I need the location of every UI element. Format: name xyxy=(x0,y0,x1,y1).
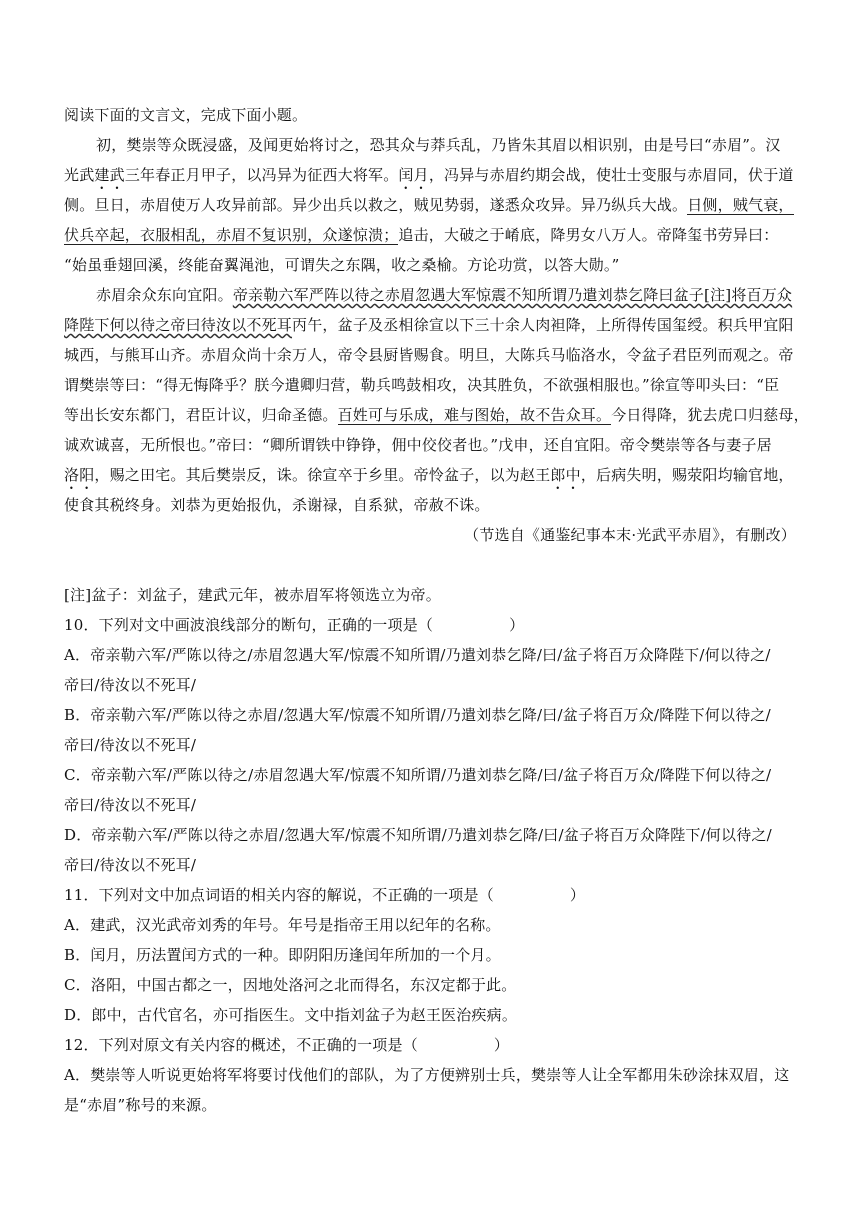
dotted-term-langzhong: 郎中 xyxy=(550,466,581,484)
text-segment: 等出长安东都门，君臣计议，归命圣德。 xyxy=(64,406,338,424)
passage-line xyxy=(64,310,796,340)
text-segment: 三年春正月甲子，以冯异为征西大将军。 xyxy=(124,166,399,184)
question-12 xyxy=(64,1030,796,1120)
option-c[interactable]: C．帝亲勒六军/严陈以待之/赤眉忽遇大军/惊震不知所谓/乃遣刘恭乞降/曰/盆子将百万众/降陛下何以待之/ xyxy=(64,766,772,784)
wavy-underlined-text: 降陛下何以待之帝曰待汝以不死耳 xyxy=(64,316,293,334)
text-segment: 丙午，盆子及丞相徐宣以下三十余人肉袒降，上所得传国玺绶。积兵甲宜阳 xyxy=(292,316,794,334)
passage-paragraph-1 xyxy=(64,130,796,280)
passage-line xyxy=(64,190,796,220)
dotted-term-runyue: 闰月 xyxy=(398,166,429,184)
passage-line xyxy=(64,430,796,460)
option-d-continued: 帝曰/待汝以不死耳/ xyxy=(64,856,197,874)
option-b[interactable]: B．帝亲勒六军/严陈以待之赤眉/忽遇大军/惊震不知所谓/乃遣刘恭乞降/曰/盆子将百万众/降陛下何以待之/ xyxy=(64,706,771,724)
passage-line xyxy=(64,370,796,400)
underlined-sentence: 伏兵卒起，衣服相乱，赤眉不复识别，众遂惊溃； xyxy=(64,226,399,244)
text-segment: 今日得降，犹去虎口归慈母， xyxy=(611,406,809,424)
text-segment: “始虽垂翅回溪，终能奋翼渑池，可谓失之东隅，收之桑榆。方论功赏，以答大勋。” xyxy=(64,256,620,274)
option-c-continued: 帝曰/待汝以不死耳/ xyxy=(64,796,197,814)
option-a[interactable]: A．樊崇等人听说更始将军将要讨伐他们的部队，为了方便辨别士兵，樊崇等人让全军都用朱砂涂抹双眉，这 xyxy=(64,1066,790,1084)
passage-line xyxy=(64,460,796,490)
option-a[interactable]: A．建武，汉光武帝刘秀的年号。年号是指帝王用以纪年的名称。 xyxy=(64,916,501,934)
text-segment: 追击，大破之于崤底，降男女八万人。帝降玺书劳异曰： xyxy=(398,226,779,244)
exam-page xyxy=(64,100,809,1120)
passage-paragraph-2 xyxy=(64,280,809,520)
text-segment: 赤眉余众东向宜阳。 xyxy=(96,286,233,304)
passage-line xyxy=(64,250,796,280)
option-a-continued: 帝曰/待汝以不死耳/ xyxy=(64,676,197,694)
footnote: [注]盆子：刘盆子，建武元年，被赤眉军将领选立为帝。 xyxy=(64,586,441,604)
text-segment: 侧。旦日，赤眉使万人攻异前部。异少出兵以救之，贼见势弱，遂悉众攻异。异乃纵兵大战。 xyxy=(64,196,688,214)
option-c[interactable]: C．洛阳，中国古都之一，因地处洛河之北而得名，东汉定都于此。 xyxy=(64,976,517,994)
text-segment: 初，樊崇等众既浸盛，及闻更始将讨之，恐其众与莽兵乱，乃皆朱其眉以相识别，由是号曰“赤眉”。汉 xyxy=(96,136,781,154)
source-citation: （节选自《通鉴纪事本末·光武平赤眉》，有删改） xyxy=(464,526,796,544)
spacer xyxy=(64,550,796,580)
option-a-continued: 是“赤眉”称号的来源。 xyxy=(64,1096,217,1114)
text-segment: 谓樊崇等曰：“得无悔降乎？朕今遣卿归营，勒兵鸣鼓相攻，决其胜负，不欲强相服也。”徐宣等叩头曰：“臣 xyxy=(64,376,780,394)
underlined-sentence: 百姓可与乐成，难与图始，故不告众耳。 xyxy=(337,406,612,424)
wavy-underlined-text: 帝亲勒六军严阵以待之赤眉忽遇大军惊震不知所谓乃遣刘恭乞降曰盆子[注]将百万众 xyxy=(232,286,793,304)
option-b-continued: 帝曰/待汝以不死耳/ xyxy=(64,736,197,754)
text-segment: 城西，与熊耳山齐。赤眉众尚十余万人，帝令县厨皆赐食。明旦，大陈兵马临洛水，令盆子君臣列而观之。帝 xyxy=(64,346,794,364)
text-segment: 光武 xyxy=(64,166,95,184)
option-d[interactable]: D．帝亲勒六军/严陈以待之赤眉/忽遇大军/惊震不知所谓/乃遣刘恭乞降/曰/盆子将百万众降陛下/何以待之/ xyxy=(64,826,772,844)
passage-line xyxy=(64,220,796,250)
question-stem: 10．下列对文中画波浪线部分的断句，正确的一项是（ ） xyxy=(64,616,525,634)
text-segment: ，冯异与赤眉约期会战，使壮士变服与赤眉同，伏于道 xyxy=(428,166,794,184)
underlined-sentence: 日侧，贼气衰， xyxy=(687,196,794,214)
option-b[interactable]: B．闰月，历法置闰方式的一种。即阴阳历逢闰年所加的一个月。 xyxy=(64,946,501,964)
dotted-term-luoyang: 洛阳 xyxy=(64,466,95,484)
option-a[interactable]: A．帝亲勒六军/严陈以待之/赤眉忽遇大军/惊震不知所谓/乃遣刘恭乞降/曰/盆子将百万众降陛下/何以待之/ xyxy=(64,646,771,664)
question-10 xyxy=(64,610,796,880)
passage-line xyxy=(64,160,796,190)
instruction: 阅读下面的文言文，完成下面小题。 xyxy=(64,106,308,124)
passage-line xyxy=(64,280,796,310)
passage-line xyxy=(64,130,796,160)
text-segment: 使食其税终身。刘恭为更始报仇，杀谢禄，自系狱，帝赦不诛。 xyxy=(64,496,490,514)
dotted-term-jianwu: 建武 xyxy=(94,166,125,184)
question-11 xyxy=(64,880,796,1030)
passage-line xyxy=(64,490,796,520)
question-stem: 11．下列对文中加点词语的相关内容的解说，不正确的一项是（ ） xyxy=(64,886,586,904)
text-segment: 诚欢诚喜，无所恨也。”帝曰：“卿所谓铁中铮铮，佣中佼佼者也。”戊申，还自宜阳。帝令樊崇等各与妻子居 xyxy=(64,436,772,454)
text-segment: ，后病失明，赐荥阳均输官地， xyxy=(580,466,794,484)
question-stem: 12．下列对原文有关内容的概述，不正确的一项是（ ） xyxy=(64,1036,510,1054)
passage-line xyxy=(64,340,796,370)
text-segment: ，赐之田宅。其后樊崇反，诛。徐宣卒于乡里。帝怜盆子，以为赵王 xyxy=(94,466,551,484)
passage-line xyxy=(64,400,809,430)
option-d[interactable]: D．郎中，古代官名，亦可指医生。文中指刘盆子为赵王医治疾病。 xyxy=(64,1006,518,1024)
